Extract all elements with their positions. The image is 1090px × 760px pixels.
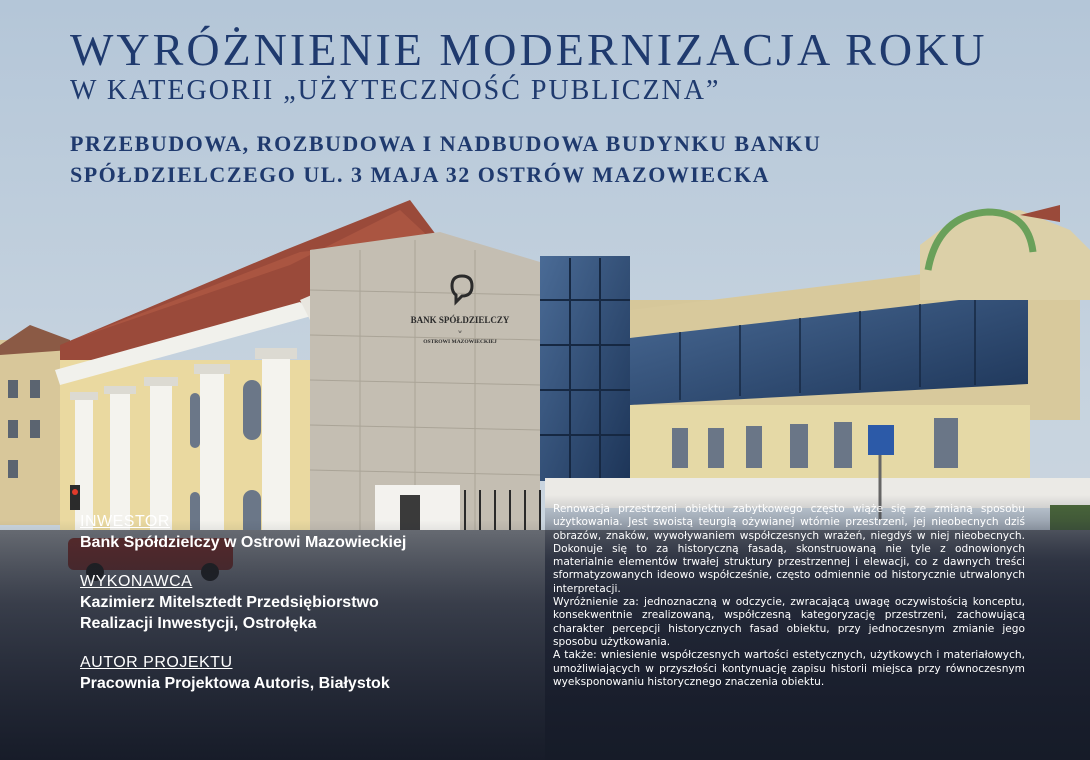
credit-author: [80, 653, 480, 694]
contractor-value-line2: Realizacji Inwestycji, Ostrołęka: [80, 615, 317, 632]
credit-investor: [80, 512, 480, 553]
description-paragraph-3: A także: wniesienie współczesnych wartości estetycznych, użytkowych i materiałowych, umożliwiających w przyszłości kontynuację zapisu historii miejsca przy równoczesnym wyeksponowaniu historycznego znaczenia obiektu.: [553, 649, 1025, 688]
project-name-line1: PRZEBUDOWA, ROZBUDOWA I NADBUDOWA BUDYNKU BANKU: [70, 131, 822, 156]
award-title: [70, 24, 988, 106]
author-label: AUTOR PROJEKTU: [80, 654, 233, 671]
award-title-line1: WYRÓŻNIENIE MODERNIZACJA ROKU: [70, 24, 988, 75]
bank-sign-line3: OSTROWI MAZOWIECKIEJ: [423, 339, 497, 345]
project-name: [70, 128, 821, 190]
background-houses: [0, 325, 70, 525]
award-title-line2: W KATEGORII „UŻYTECZNOŚĆ PUBLICZNA”: [70, 75, 721, 106]
contractor-label: WYKONAWCA: [80, 573, 193, 590]
contractor-value-line1: Kazimierz Mitelsztedt Przedsiębiorstwo: [80, 594, 379, 611]
credits-block: [80, 512, 480, 713]
bank-sign-line2: w: [458, 330, 462, 335]
investor-label: INWESTOR: [80, 513, 170, 530]
description-paragraph-2: Wyróżnienie za: jednoznaczną w odczycie, zwracającą uwagę oczywistością konceptu, konsekwentnie zrealizowaną, współczesną kategoryzację przestrzeni, zachowującą charakter percepcji historycznych fasad obiektu, przy jednoczesnym zmianie jego sposobu użytkowania.: [553, 596, 1025, 648]
credit-contractor: [80, 572, 480, 634]
jury-description: [553, 503, 1025, 689]
description-paragraph-1: Renowacja przestrzeni obiektu zabytkowego często wiąże się ze zmianą sposobu użytkowania. Jest swoistą teurgią ożywianej wtórnie przestrzeni, jej nieobecnych dziś obrazów, znaków, wywoływaniem współczesnych wrażeń, niegdyś w niej nieobecnych. Dokonuje się to za historyczną fasadą, skonstruowaną nie tyle z odnowionych materialnie elementów trwałej struktury przestrzennej i elewacji, co z dawnych treści sformatyzowanych ideowo współcześnie, często odmiennie od historycznie utrwalonych interpretacji.: [553, 503, 1025, 595]
project-name-line2: SPÓŁDZIELCZEGO UL. 3 MAJA 32 OSTRÓW MAZOWIECKA: [70, 162, 770, 187]
author-value: Pracownia Projektowa Autoris, Białystok: [80, 675, 390, 692]
investor-value: Bank Spółdzielczy w Ostrowi Mazowieckiej: [80, 534, 407, 551]
bank-sign-line1: BANK SPÓŁDZIELCZY: [410, 315, 510, 325]
